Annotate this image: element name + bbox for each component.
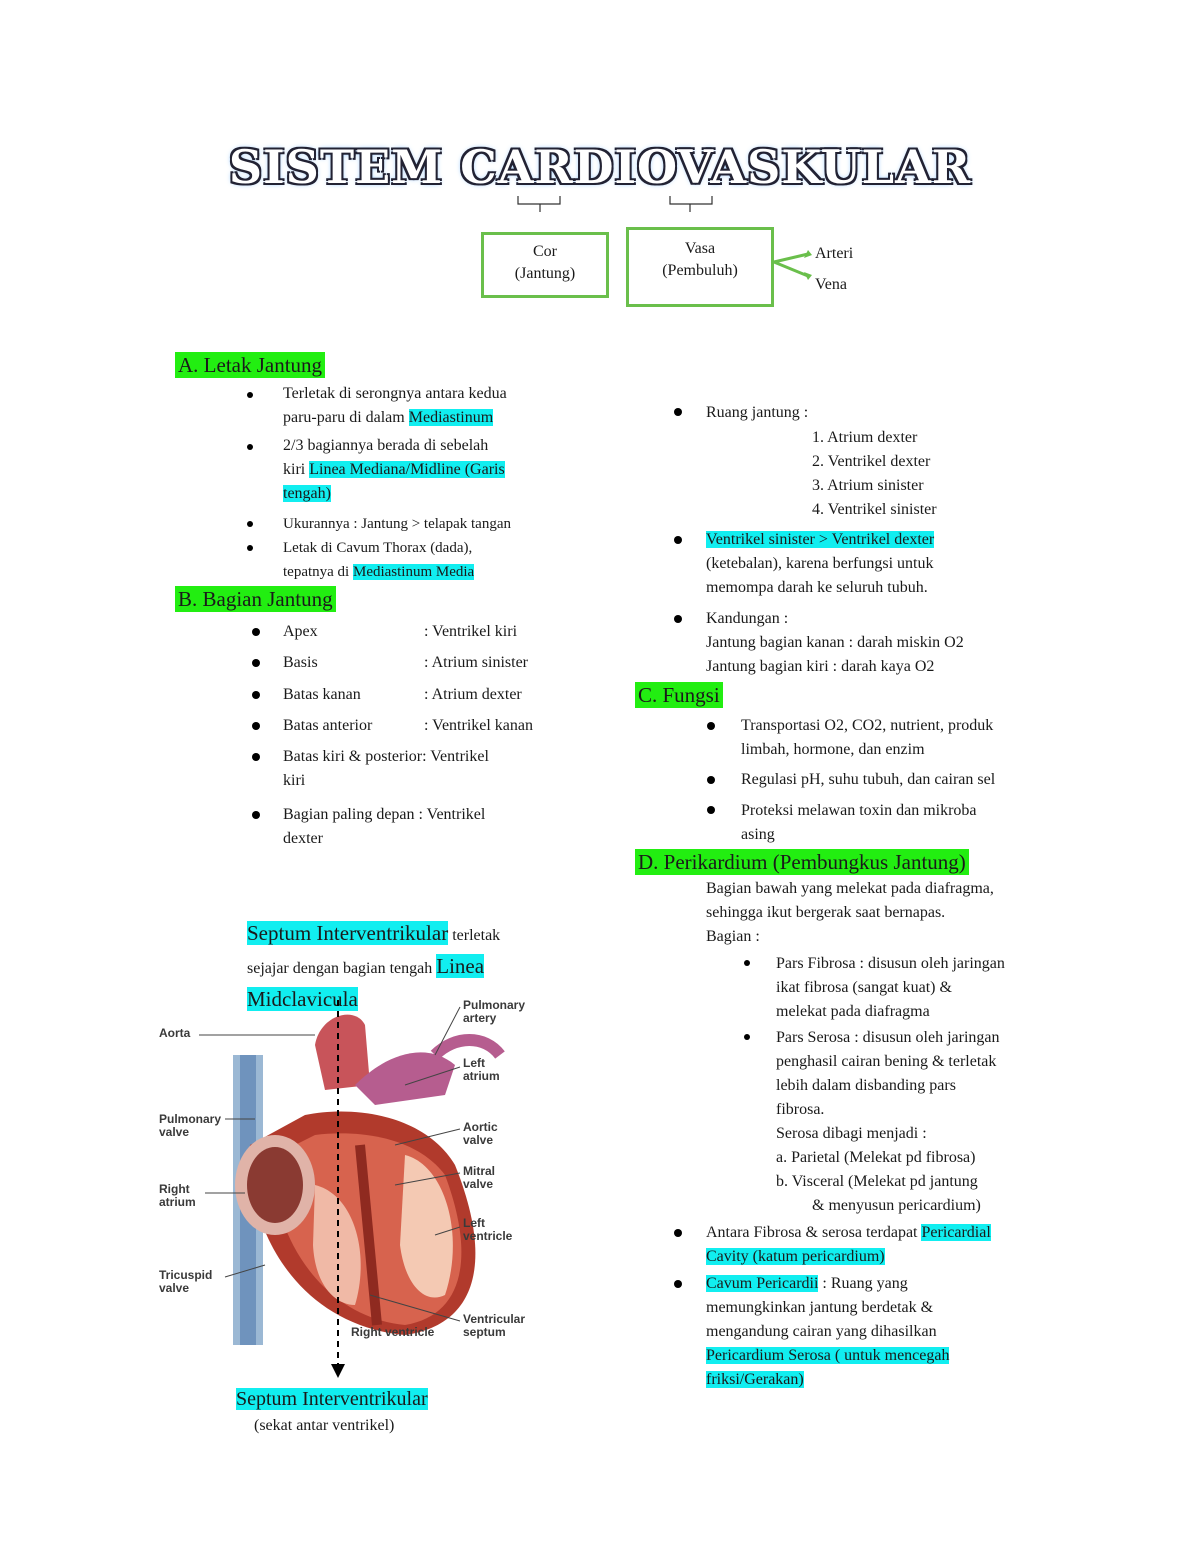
- septum-line-arrow: [326, 1000, 352, 1385]
- ventrikel-compare: Ventrikel sinister > Ventrikel dexter (ketebalan), karena berfungsi untuk memompa darah ke seluruh tubuh.: [706, 531, 935, 596]
- bullet: [252, 691, 260, 699]
- bullet: [247, 545, 253, 551]
- fungsi-1: Transportasi O2, CO2, nutrient, produk limbah, hormone, dan enzim: [741, 717, 994, 758]
- pulmonary-artery-label: Pulmonary artery: [463, 998, 526, 1025]
- bullet: [247, 444, 253, 450]
- pulmonary-valve-label: Pulmonary valve: [159, 1112, 222, 1139]
- arteri-label: Arteri: [815, 245, 854, 262]
- batas-kanan-label: Batas kanan: [283, 686, 361, 703]
- letak-text-2: 2/3 bagiannya berada di sebelah kiri Linea Mediana/Midline (Garis tengah): [283, 437, 505, 502]
- pars-serosa: Pars Serosa : disusun oleh jaringan penghasil cairan bening & terletak lebih dalam disbanding pars fibrosa. Serosa dibagi menjadi : a. Parietal (Melekat pd fibrosa) b. Visceral (Melekat pd jantung & menyusun pericardium): [776, 1029, 1000, 1214]
- basis-value: : Atrium sinister: [424, 654, 528, 671]
- bullet: [707, 776, 715, 784]
- bullet: [674, 408, 682, 416]
- cor-label: Cor: [533, 243, 557, 260]
- bullet: [252, 811, 260, 819]
- cavum-pericardii: Cavum Pericardii : Ruang yang memungkinkan jantung berdetak & mengandung cairan yang dihasilkan Pericardium Serosa ( untuk mencegah friksi/Gerakan): [706, 1275, 950, 1388]
- bullet: [252, 722, 260, 730]
- kandungan-text: Kandungan : Jantung bagian kanan : darah miskin O2 Jantung bagian kiri : darah kaya O2: [706, 610, 964, 675]
- list-item: 4. Ventrikel sinister: [812, 501, 937, 518]
- vasa-label: Vasa: [684, 240, 716, 257]
- letak-text-3: Ukurannya : Jantung > telapak tangan: [283, 516, 511, 532]
- bullet: [252, 659, 260, 667]
- section-c-heading: C. Fungsi: [635, 682, 723, 708]
- bullet: [744, 1034, 750, 1040]
- ruang-list: [812, 426, 937, 522]
- title-braces: [500, 190, 730, 225]
- bagian-depan-text: Bagian paling depan : Ventrikel dexter: [283, 806, 486, 847]
- section-b-heading: B. Bagian Jantung: [175, 586, 336, 612]
- septum-bottom-label: Septum Interventrikular: [236, 1388, 428, 1410]
- pars-fibrosa: Pars Fibrosa : disusun oleh jaringan ikat fibrosa (sangat kuat) & melekat pada diafragma: [776, 955, 1005, 1020]
- bullet: [674, 615, 682, 623]
- tricuspid-valve-label: Tricuspid valve: [159, 1268, 213, 1295]
- vena-label: Vena: [815, 276, 847, 293]
- bullet: [744, 960, 750, 966]
- bullet: [247, 392, 253, 398]
- apex-value: : Ventrikel kiri: [424, 623, 518, 640]
- fungsi-2: Regulasi pH, suhu tubuh, dan cairan sel: [741, 771, 996, 788]
- aortic-valve-label: Aortic valve: [463, 1120, 498, 1147]
- pericardial-cavity: Antara Fibrosa & serosa terdapat Pericardial Cavity (katum pericardium): [706, 1224, 991, 1265]
- vasa-box: [626, 227, 774, 307]
- bullet: [252, 753, 260, 761]
- apex-label: Apex: [283, 623, 318, 640]
- bullet: [247, 521, 253, 527]
- batas-anterior-value: : Ventrikel kanan: [424, 717, 534, 734]
- section-a-heading: A. Letak Jantung: [175, 352, 325, 378]
- aorta-label: Aorta: [159, 1026, 191, 1040]
- bullet: [674, 536, 682, 544]
- septum-bottom-sub: (sekat antar ventrikel): [254, 1417, 395, 1434]
- page-title: SISTEM CARDIOVASKULAR: [228, 140, 972, 194]
- left-ventricle-label: Left ventricle: [463, 1216, 513, 1243]
- ventricular-septum-label: Ventricular septum: [463, 1312, 526, 1339]
- bullet: [252, 628, 260, 636]
- ruang-jantung-label: Ruang jantung :: [706, 404, 809, 421]
- perikardium-desc: Bagian bawah yang melekat pada diafragma, sehingga ikut bergerak saat bernapas. Bagian :: [706, 880, 994, 945]
- fungsi-3: Proteksi melawan toxin dan mikroba asing: [741, 802, 977, 843]
- left-atrium-label: Left atrium: [463, 1056, 500, 1083]
- batas-kanan-value: : Atrium dexter: [424, 686, 522, 703]
- cor-box: [481, 232, 609, 298]
- basis-label: Basis: [283, 654, 318, 671]
- bullet: [707, 722, 715, 730]
- septum-note: Septum Interventrikular terletak sejajar dengan bagian tengah Linea Midclavicula: [247, 921, 501, 1011]
- bullet: [674, 1229, 682, 1237]
- cor-sublabel: (Jantung): [514, 265, 576, 282]
- bullet: [707, 806, 715, 814]
- mitral-valve-label: Mitral valve: [463, 1164, 496, 1191]
- right-atrium-label: Right atrium: [159, 1182, 196, 1209]
- section-d-heading: D. Perikardium (Pembungkus Jantung): [635, 849, 969, 875]
- batas-kiri-text: Batas kiri & posterior: Ventrikel kiri: [283, 748, 489, 789]
- letak-text-4: Letak di Cavum Thorax (dada), tepatnya di Mediastinum Media: [283, 540, 475, 580]
- list-item: 3. Atrium sinister: [812, 477, 924, 494]
- bullet: [674, 1280, 682, 1288]
- letak-text-1: Terletak di serongnya antara kedua paru-paru di dalam Mediastinum: [283, 385, 507, 426]
- list-item: 2. Ventrikel dexter: [812, 453, 931, 470]
- right-ventricle-label: Right ventricle: [351, 1325, 435, 1339]
- batas-anterior-label: Batas anterior: [283, 717, 373, 734]
- vasa-arrows: [772, 246, 812, 286]
- list-item: 1. Atrium dexter: [812, 429, 918, 446]
- vasa-sublabel: (Pembuluh): [662, 262, 738, 279]
